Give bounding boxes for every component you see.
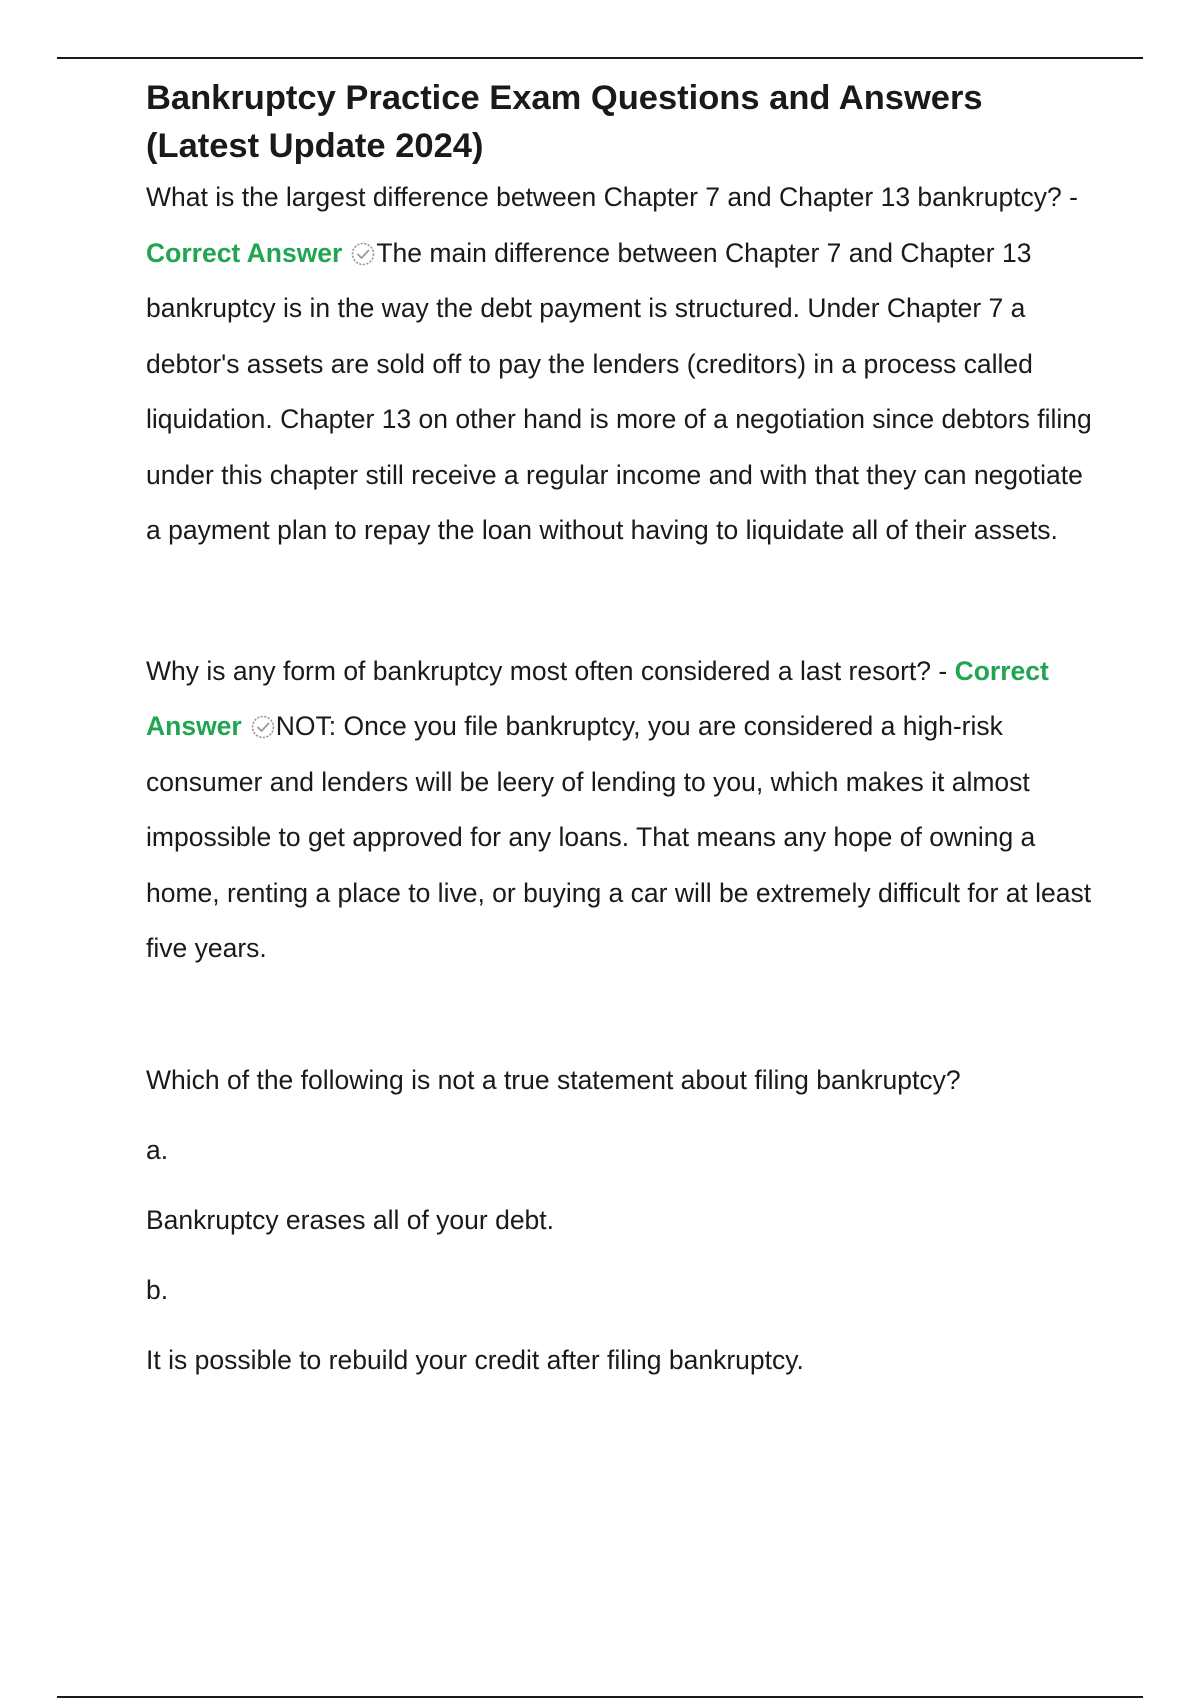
check-badge-icon bbox=[350, 242, 376, 266]
question-block bbox=[146, 1062, 1101, 1378]
option-text: Bankruptcy erases all of your debt. bbox=[146, 1204, 555, 1235]
question-block bbox=[146, 170, 1101, 559]
question-text bbox=[146, 170, 1101, 559]
page-title: Bankruptcy Practice Exam Questions and Answers (Latest Update 2024) bbox=[146, 79, 983, 165]
bottom-rule bbox=[57, 1696, 1143, 1698]
option-letter: a. bbox=[146, 1134, 169, 1165]
check-badge-icon bbox=[250, 715, 276, 739]
top-rule bbox=[57, 57, 1143, 59]
correct-answer-label: Correct Answer bbox=[146, 237, 343, 268]
question-text bbox=[146, 644, 1101, 977]
question-prompt: Which of the following is not a true statement about filing bankruptcy? bbox=[146, 1064, 961, 1095]
answer-text: The main difference between Chapter 7 and Chapter 13 bankruptcy is in the way the debt payment is structured. Under Chapter 7 a debtor's assets are sold off to pay the lenders (creditors) in a process called liquidation. Chapter 13 on other hand is more of a negotiation since debtors filing under this chapter still receive a regular income and with that they can negotiate a payment plan to repay the loan without having to liquidate all of their assets. bbox=[146, 237, 1092, 545]
question-prompt: Why is any form of bankruptcy most often considered a last resort? - bbox=[146, 655, 955, 686]
correct-answer-label: Correct Answer bbox=[146, 655, 1049, 741]
question-block bbox=[146, 644, 1101, 977]
option-text: It is possible to rebuild your credit after filing bankruptcy. bbox=[146, 1344, 804, 1375]
question-prompt: What is the largest difference between Chapter 7 and Chapter 13 bankruptcy? - bbox=[146, 182, 1078, 212]
option-letter: b. bbox=[146, 1274, 169, 1305]
document-body bbox=[146, 74, 1101, 1378]
answer-text: NOT: Once you file bankruptcy, you are considered a high-risk consumer and lenders will be leery of lending to you, which makes it almost impossible to get approved for any loans. That means any hope of owning a home, renting a place to live, or buying a car will be extremely difficult for at least five years. bbox=[146, 711, 1092, 963]
